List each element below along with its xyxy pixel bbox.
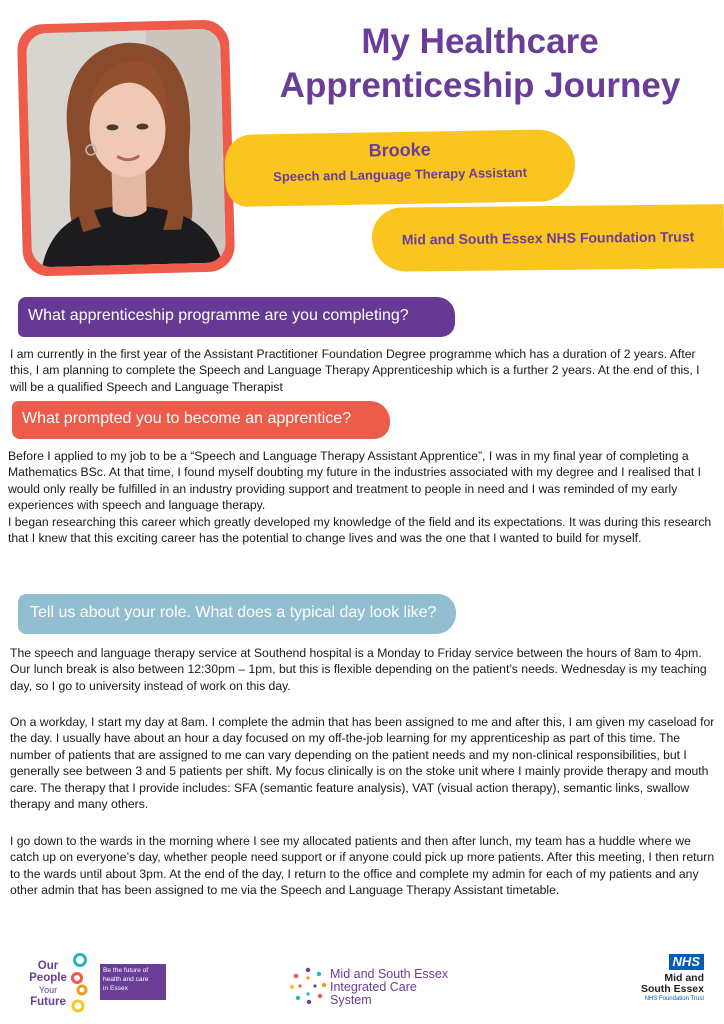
answer-prompted-p1: Before I applied to my job to be a “Speech and Language Therapy Assistant Apprentice”, I was in my final year of completing a Mathematics BSc. At that time, I found myself doubting my future in the industries associated with my degree and I realised that I would only really be fulfilled in an industry providing support and treatment to people in need and I was reminded of my early experiences with speech and language therapy. bbox=[8, 449, 702, 513]
opyf-tagline bbox=[100, 964, 166, 1000]
opyf-line-4: Future bbox=[30, 996, 66, 1008]
title-line-2: Apprenticeship Journey bbox=[279, 66, 681, 105]
answer-role-p3: I go down to the wards in the morning where I see my allocated patients and then after lunch, my team has a huddle where we catch up on everyone’s day, whether people need support or if anyone could pick up more patients. After this meeting, I then return to the wards until about 3pm. At the end of the day, I return to the office and complete my admin for each of my patients and any other admin that has been assigned to me via the Speech and Language Therapy Assistant timetable. bbox=[10, 834, 715, 898]
nhs-line-2: South Essex bbox=[640, 983, 704, 995]
opyf-wordmark bbox=[26, 960, 70, 1008]
opyf-line-1: Our bbox=[37, 960, 59, 972]
opyf-line-2: People bbox=[29, 972, 67, 984]
nhs-logo bbox=[600, 953, 704, 1003]
answer-programme: I am currently in the first year of the Assistant Practitioner Foundation Degree programme which has a duration of 2 years. After this, I am planning to complete the Speech and Language Therapy Apprenticeship which is a further 2 years. At the end of this, I will be a qualified Speech and Language Therapist bbox=[10, 347, 700, 394]
answer-role-p2: On a workday, I start my day at 8am. I complete the admin that has been assigned to me and after this, I am given my caseload for the day. I usually have about an hour a day focused on my off-the-job learning for my apprenticeship as part of this time. The number of patients that are assigned to me can vary depending on the patient needs and my non-clinical responsibilities, but I generally see between 3 and 5 patients per shift. My focus clinically is on the stoke unit where I mainly provide therapy and mouth care. The therapy that I provide includes: SFA (semantic feature analysis), VAT (visual action therapy), semantic links, swallow therapy and many others. bbox=[10, 715, 715, 812]
ics-line-3: System bbox=[330, 993, 372, 1007]
question-programme: What apprenticeship programme are you completing? bbox=[18, 297, 455, 337]
opyf-circles-icon bbox=[68, 952, 98, 1014]
nhs-badge: NHS bbox=[669, 954, 704, 970]
page-title bbox=[245, 20, 715, 108]
question-prompted: What prompted you to become an apprentice? bbox=[12, 401, 390, 439]
ics-logo bbox=[288, 966, 478, 1010]
opyf-tagline-2: health and care bbox=[103, 976, 149, 983]
question-role: Tell us about your role. What does a typical day look like? bbox=[18, 594, 456, 634]
photo-frame bbox=[17, 19, 236, 276]
answer-prompted-p2: I began researching this career which greatly developed my knowledge of the field and its expectations. It was during this research that I knew that this exciting career has the potential to change lives and was the one that I wanted to build for myself. bbox=[8, 515, 712, 546]
trust-banner bbox=[372, 204, 724, 272]
portrait-photo bbox=[26, 29, 226, 268]
ics-line-1: Mid and South Essex bbox=[330, 967, 449, 981]
nhs-line-1: Mid and bbox=[664, 972, 704, 984]
ics-line-2: Integrated Care bbox=[330, 980, 417, 994]
answer-role-p1: The speech and language therapy service at Southend hospital is a Monday to Friday service between the hours of 8am to 4pm. Our lunch break is also between 12:30pm – 1pm, but this is flexible depending on the patient’s needs. Wednesday is my teaching day, so I go to university instead of work on this day. bbox=[10, 646, 707, 693]
ics-wordmark bbox=[330, 968, 448, 1007]
title-line-1: My Healthcare bbox=[361, 22, 599, 61]
profile-name: Brooke bbox=[368, 139, 431, 161]
portrait-illustration bbox=[26, 29, 226, 268]
opyf-tagline-1: Be the future of bbox=[103, 967, 149, 974]
nhs-line-3: NHS Foundation Trust bbox=[644, 996, 704, 1002]
opyf-line-3: Your bbox=[38, 985, 58, 995]
ics-burst-icon bbox=[288, 966, 328, 1006]
opyf-tagline-3: in Essex bbox=[103, 985, 128, 992]
profile-trust: Mid and South Essex NHS Foundation Trust bbox=[401, 228, 695, 248]
opyf-logo bbox=[26, 952, 176, 1014]
profile-role: Speech and Language Therapy Assistant bbox=[273, 164, 528, 185]
name-banner bbox=[224, 129, 575, 207]
